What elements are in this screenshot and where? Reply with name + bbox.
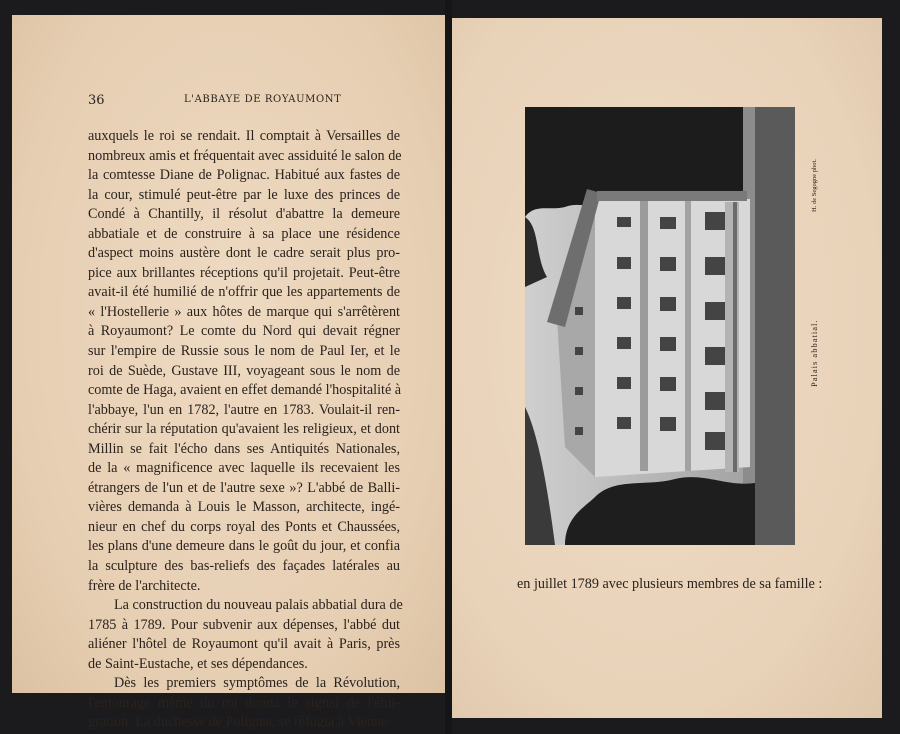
text-line: Millin se fait l'écho dans ses Antiquités Nationales, [88,440,400,457]
text-line: nieur en chef du corps royal des Ponts et Chaussées, [88,518,400,535]
body-text [88,127,403,733]
text-line: La construction du nouveau palais abbatial dura de [114,597,403,614]
running-title: L'ABBAYE DE ROYAUMONT [184,94,342,105]
text-line: les plans d'une demeure dans le goût du jour, et confia [88,538,400,555]
photo-credit: H. de Segogne phot. [811,159,818,213]
right-page [452,18,882,718]
text-line: Condé à Chantilly, il résolut d'abattre la demeure [88,206,400,223]
text-line: comte de Haga, avaient en effet demandé l'hospitalité à [88,382,402,399]
book-gutter [445,0,452,734]
text-line: gration. La duchesse de Polignac se réfugia à Vienne [88,714,388,731]
text-line: Dès les premiers symptômes de la Révolution, [114,675,400,692]
text-line: 1785 à 1789. Pour subvenir aux dépenses, l'abbé dut [88,616,400,633]
palace-illustration [525,107,795,545]
text-line: « l'Hostellerie » aux hôtes de marque qui s'arrêtèrent [88,303,400,320]
text-line: roi de Suède, Gustave III, voyageant sous le nom de [88,362,400,379]
plate-photograph-palace [525,107,795,545]
text-line: pice aux brillantes réceptions qu'il projetait. Peut-être [88,264,400,281]
text-line: la comtesse Diane de Polignac. Habitué aux fastes de [88,167,400,184]
left-page [12,15,445,731]
text-line: l'abbaye, l'un en 1782, l'autre en 1783. Voulait-il ren- [88,401,400,418]
text-line: vières demanda à Louis le Masson, architecte, ingé- [88,499,400,516]
text-line: la sculpture des bas-reliefs des façades latérales au [88,558,400,575]
text-line: d'aspect moins austère dont le cadre serait plus pro- [88,245,400,262]
text-line: l'entourage même du roi donna le signal de l'émi- [88,694,400,711]
text-line: aliéner l'hôtel de Royaumont qu'il avait à Paris, près [88,636,400,653]
text-line: étrangers de l'un et de l'autre sexe »? L'abbé de Balli- [88,479,400,496]
text-line: abbatiale et de construire à sa place une résidence [88,225,400,242]
page-number: 36 [88,93,105,108]
text-line: de Saint-Eustache, et ses dépendances. [88,655,308,672]
text-line: de la « magnificence avec laquelle ils recevaient les [88,460,400,477]
text-line: sur l'empire de Russie sous le nom de Paul Ier, et le [88,343,400,360]
text-line: à Royaumont? Le comte du Nord qui devait régner [88,323,400,340]
text-line: nombreux amis et fréquentait avec assiduité le salon de [88,147,402,164]
plate-title: Palais abbatial. [809,319,819,387]
text-line: auxquels le roi se rendait. Il comptait à Versailles de [88,128,400,144]
text-line: chérir sur la réputation qu'avaient les religieux, et dont [88,421,400,438]
text-line: avait-il été humilié de n'offrir que les appartements de [88,284,400,301]
text-line: la cour, stimulé peut-être par le luxe des princes de [88,186,400,203]
continued-text-line: en juillet 1789 avec plusieurs membres de sa famille : [517,576,823,592]
text-line: frère de l'architecte. [88,577,201,594]
